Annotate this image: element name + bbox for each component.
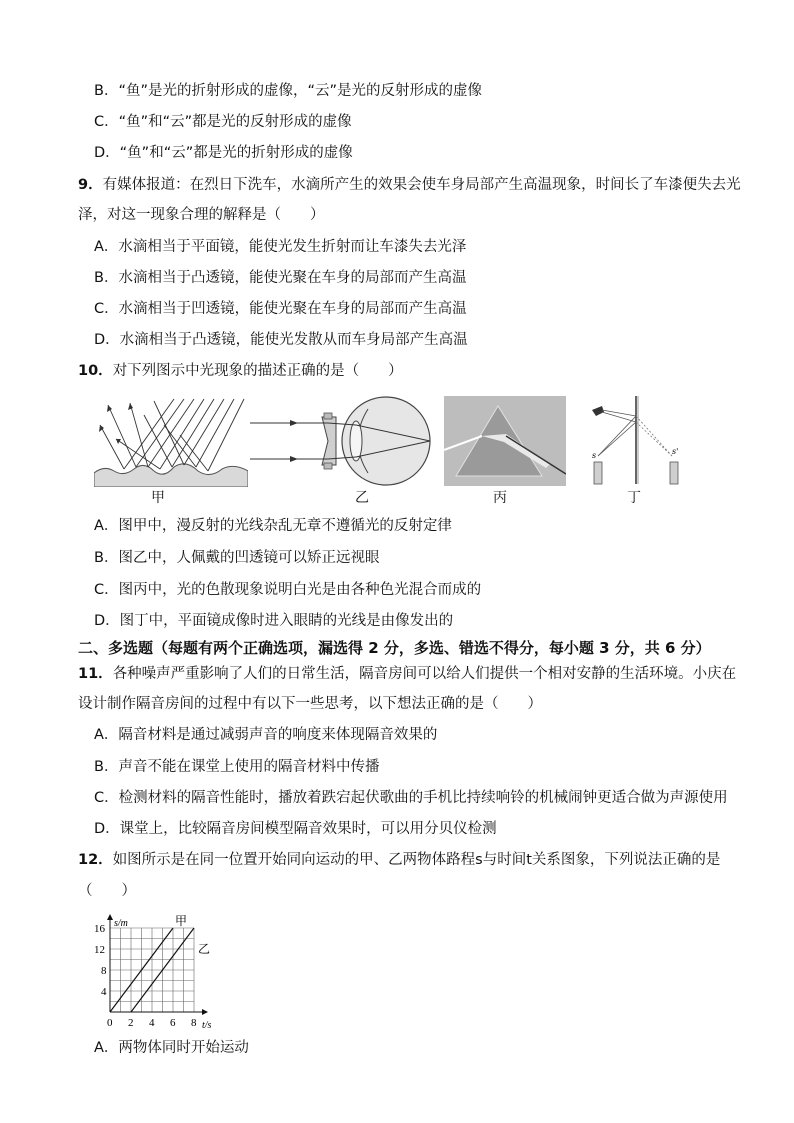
q11-stem-text: 各种噪声严重影响了人们的日常生活，隔音房间可以给人们提供一个相对安静的生活环境。小庆在 <box>112 666 737 682</box>
figure-yi-eye-lens <box>250 395 434 491</box>
x-tick-label: 6 <box>170 1017 176 1029</box>
q10-option-d: D．图丁中，平面镜成像时进入眼睛的光线是由像发出的 <box>94 613 454 629</box>
figure-caption-yi: 乙 <box>355 490 369 506</box>
y-axis-label: s/m <box>114 918 128 929</box>
q9-stem-text: 有媒体报道：在烈日下洗车，水滴所产生的效果会使车身局部产生高温现象，时间长了车漆便失去光 <box>102 177 741 193</box>
figure-caption-jia: 甲 <box>151 490 165 506</box>
series-label-jia: 甲 <box>175 914 188 928</box>
q8-option-d: D．“鱼”和“云”都是光的折射形成的虚像 <box>94 145 353 161</box>
figure-bing-prism <box>444 396 566 490</box>
label-s: s <box>592 451 597 460</box>
s-t-graph <box>84 908 234 1030</box>
candle-icon <box>594 462 602 484</box>
q10-number: 10． <box>78 363 113 379</box>
eye-lens-diagram <box>250 395 434 487</box>
y-tick-label: 8 <box>101 965 107 977</box>
x-tick-label: 0 <box>107 1017 113 1029</box>
plane-mirror-diagram <box>586 396 690 488</box>
diffuse-reflection-diagram <box>94 395 248 487</box>
prism-dispersion-diagram <box>444 396 566 486</box>
q11-option-b: B．声音不能在课堂上使用的隔音材料中传播 <box>94 759 380 775</box>
q12-option-a: A．两物体同时开始运动 <box>94 1040 249 1056</box>
q11-option-a: A．隔音材料是通过减弱声音的响度来体现隔音效果的 <box>94 727 438 743</box>
q10-option-b: B．图乙中，人佩戴的凹透镜可以矫正远视眼 <box>94 550 380 566</box>
label-s-prime: s' <box>672 447 679 456</box>
q11-stem-line1 <box>78 664 736 684</box>
q12-stem-line1 <box>78 850 720 870</box>
q12-number: 12． <box>78 852 113 868</box>
q11-option-d: D．课堂上，比较隔音房间模型隔音效果时，可以用分贝仪检测 <box>94 821 497 837</box>
q11-option-c: C．检测材料的隔音性能时，播放着跌宕起伏歌曲的手机比持续响铃的机械闹钟更适合做为声源使用 <box>94 790 728 806</box>
q12-stem-line2: （ ） <box>78 883 136 899</box>
q12-stem-text: 如图所示是在同一位置开始同向运动的甲、乙两物体路程s与时间t关系图象，下列说法正确的是 <box>112 852 721 868</box>
x-axis-arrow <box>202 1009 208 1015</box>
q11-number: 11． <box>78 666 113 682</box>
q12-chart <box>84 908 234 1034</box>
x-axis-label: t/s <box>202 1020 212 1030</box>
q9-stem-line1 <box>78 175 741 195</box>
candle-image-icon <box>670 462 678 484</box>
x-tick-label: 2 <box>128 1017 134 1029</box>
q11-stem-line2: 设计制作隔音房间的过程中有以下一些思考，以下想法正确的是（ ） <box>78 696 542 712</box>
q9-stem-line2: 泽，对这一现象合理的解释是（ ） <box>78 207 325 223</box>
series-label-yi: 乙 <box>198 942 211 956</box>
q10-option-a: A．图甲中，漫反射的光线杂乱无章不遵循光的反射定律 <box>94 518 452 534</box>
q8-option-b: B．“鱼”是光的折射形成的虚像，“云”是光的反射形成的虚像 <box>94 83 482 99</box>
q10-stem <box>78 361 403 381</box>
q9-option-d: D．水滴相当于凸透镜，能使光发散从而车身局部产生高温 <box>94 332 468 348</box>
y-tick-label: 16 <box>94 923 105 935</box>
y-axis-arrow <box>107 914 113 920</box>
q10-option-c: C．图丙中，光的色散现象说明白光是由各种色光混合而成的 <box>94 582 482 598</box>
q9-option-a: A．水滴相当于平面镜，能使光发生折射而让车漆失去光泽 <box>94 239 467 255</box>
y-tick-label: 12 <box>94 944 105 956</box>
q9-option-c: C．水滴相当于凹透镜，能使光聚在车身的局部而产生高温 <box>94 301 467 317</box>
q8-option-c: C．“鱼”和“云”都是光的反射形成的虚像 <box>94 114 352 130</box>
figure-ding-plane-mirror <box>586 396 690 492</box>
figure-jia-diffuse-reflection <box>94 395 248 491</box>
x-tick-label: 8 <box>191 1017 197 1029</box>
section-title-multiple-choice: 二、多选题（每题有两个正确选项，漏选得 2 分，多选、错选不得分，每小题 3 分，共 6 分） <box>78 639 711 657</box>
figure-caption-bing: 丙 <box>493 490 507 506</box>
eye-icon <box>592 406 604 416</box>
x-tick-label: 4 <box>149 1017 155 1029</box>
figure-caption-ding: 丁 <box>627 490 641 506</box>
q10-stem-text: 对下列图示中光现象的描述正确的是（ ） <box>112 363 403 379</box>
q9-option-b: B．水滴相当于凸透镜，能使光聚在车身的局部而产生高温 <box>94 270 467 286</box>
y-tick-label: 4 <box>101 986 107 998</box>
q9-number: 9． <box>78 177 103 193</box>
